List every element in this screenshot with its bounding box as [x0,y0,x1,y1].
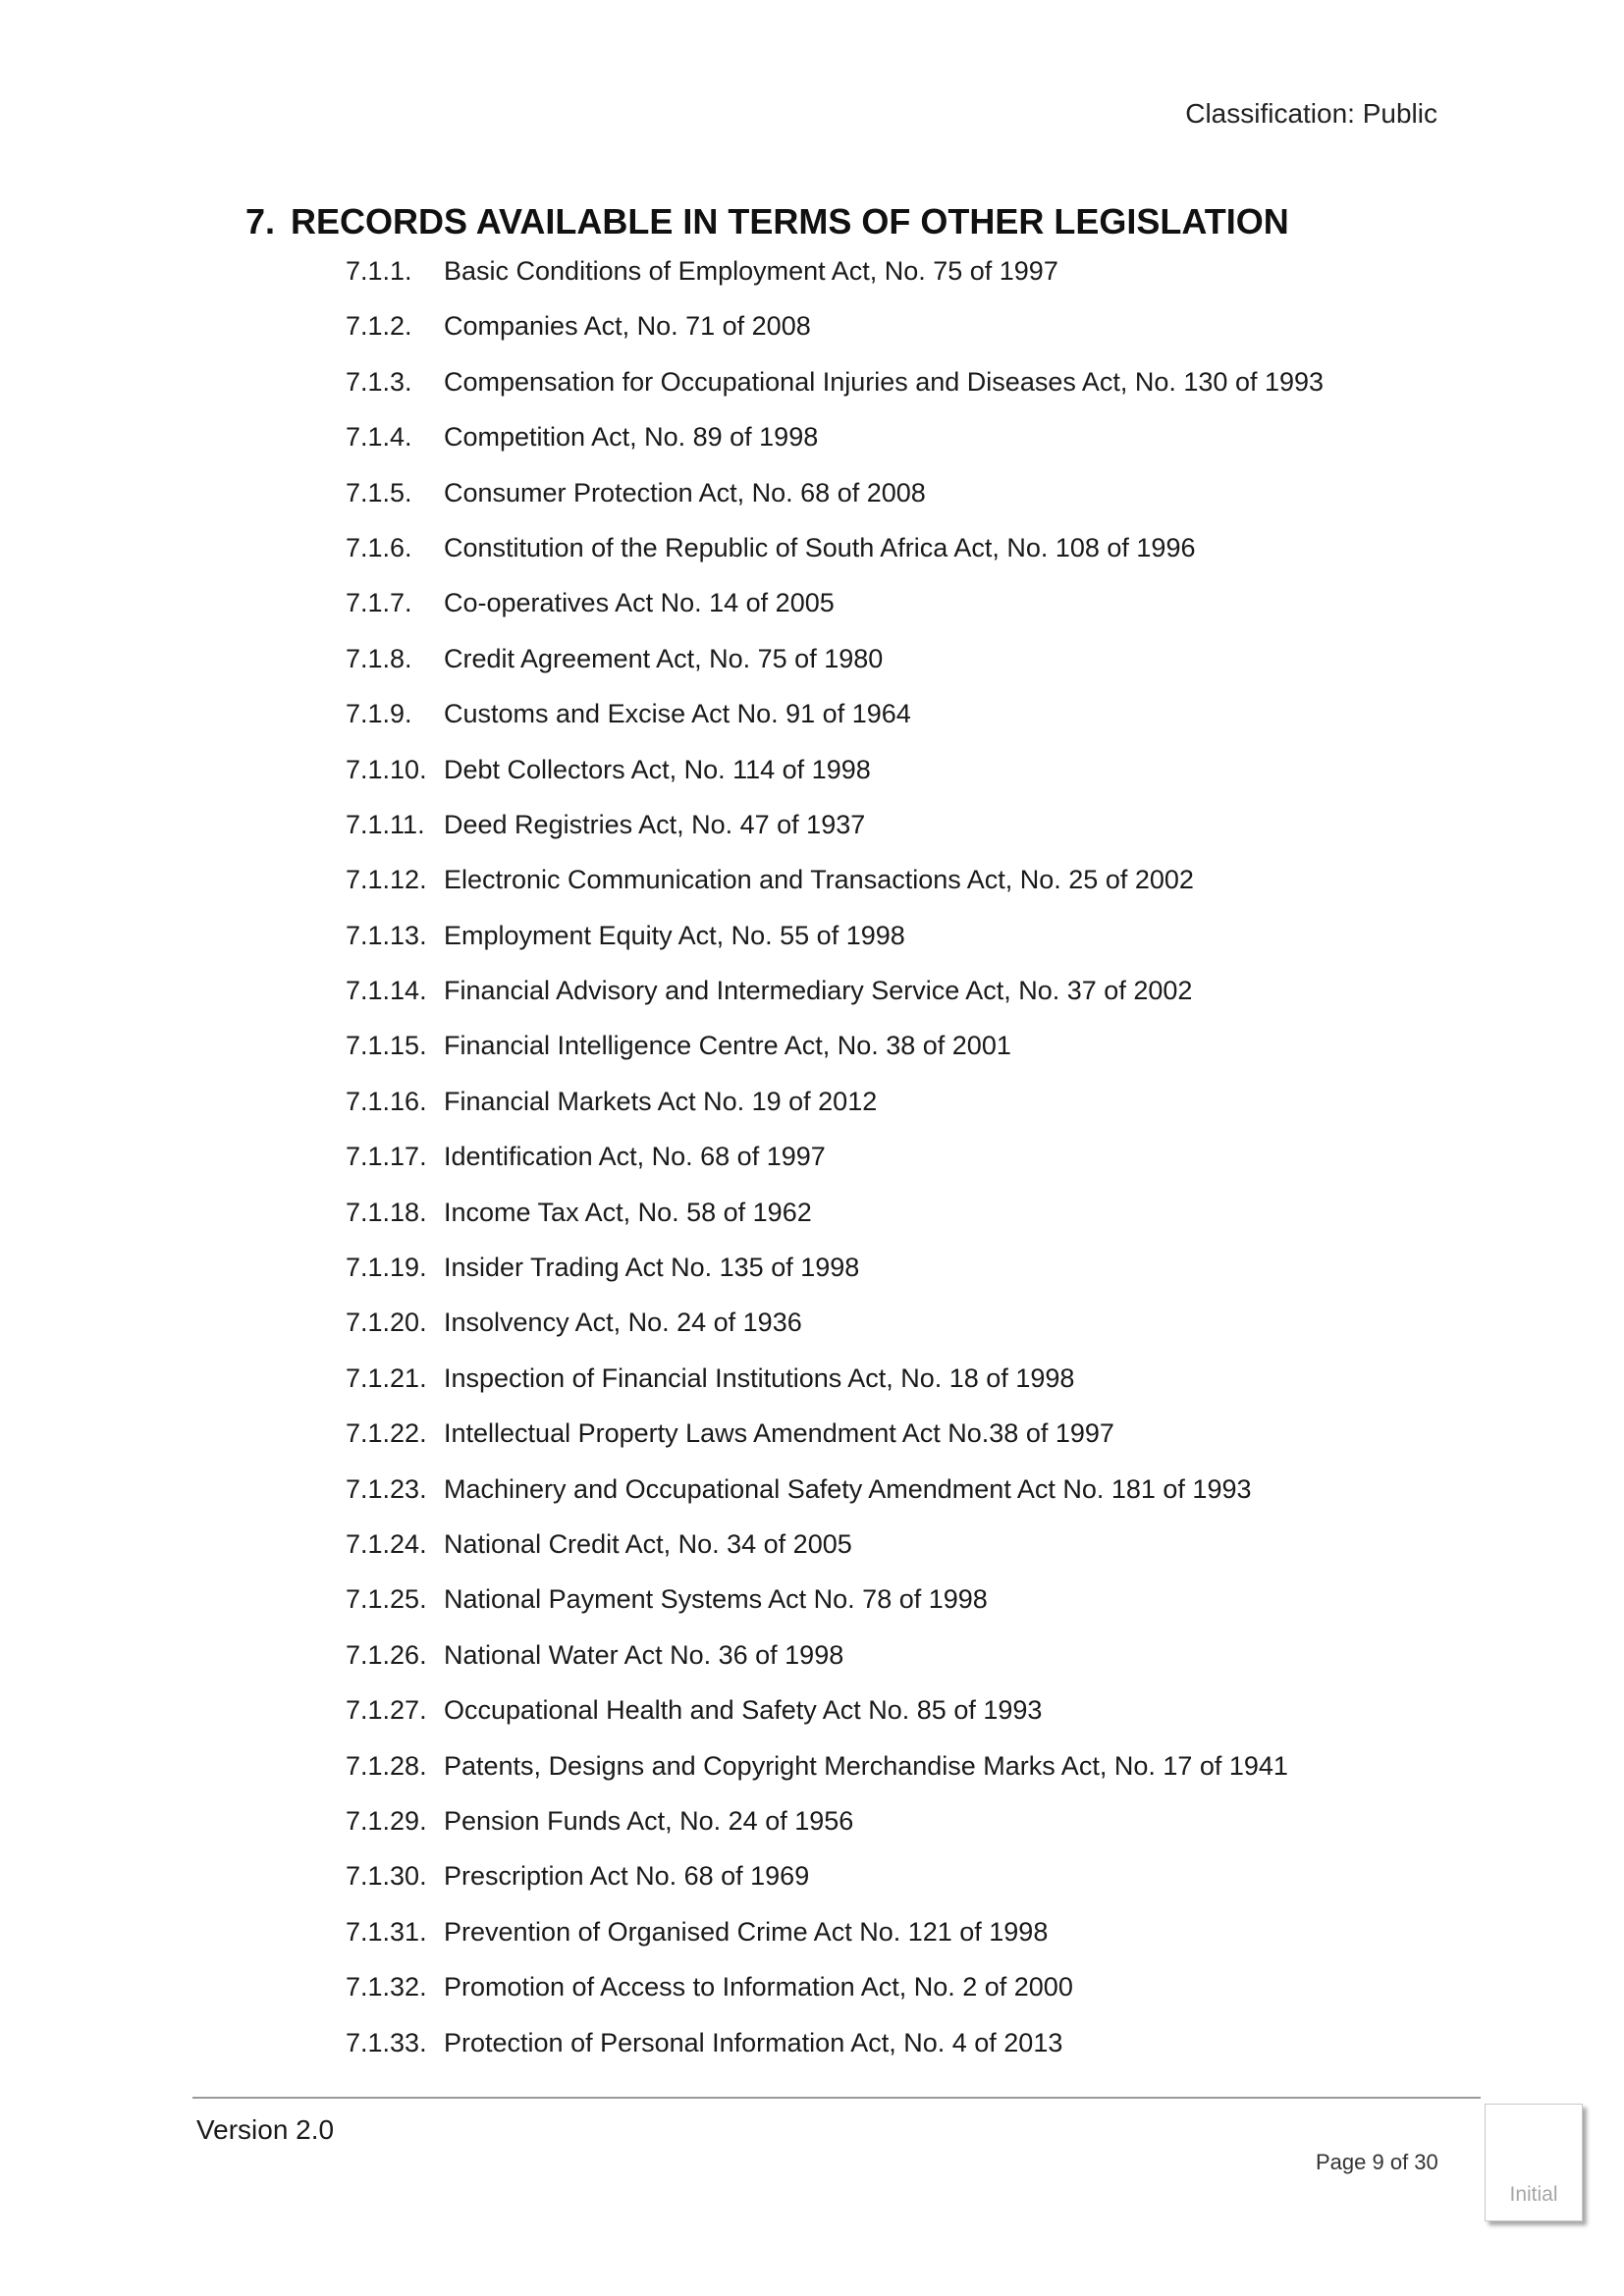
list-item [346,1746,1324,1801]
list-item-number: 7.1.19. [346,1253,427,1283]
list-item-number: 7.1.11. [346,809,425,839]
list-item-number: 7.1.22. [346,1418,427,1449]
list-item-text: Consumer Protection Act, No. 68 of 2008 [444,477,926,507]
records-list [346,251,1324,2078]
list-item [346,1967,1324,2022]
list-item-text: National Credit Act, No. 34 of 2005 [444,1528,852,1559]
list-item-number: 7.1.29. [346,1805,427,1836]
page-number: Page 9 of 30 [1316,2150,1438,2174]
list-item [346,251,1324,306]
list-item-text: Credit Agreement Act, No. 75 of 1980 [444,643,884,673]
list-item [346,971,1324,1026]
list-item-text: Co-operatives Act No. 14 of 2005 [444,588,835,618]
list-item-number: 7.1.9. [346,699,412,729]
list-item-number: 7.1.31. [346,1916,427,1947]
list-item-number: 7.1.6. [346,532,412,562]
list-item-number: 7.1.7. [346,588,412,618]
list-item-text: Intellectual Property Laws Amendment Act No.38 of 1997 [444,1418,1114,1449]
list-item-number: 7.1.23. [346,1473,427,1504]
list-item [346,916,1324,971]
list-item [346,1469,1324,1524]
list-item [346,1635,1324,1690]
initial-box[interactable] [1485,2104,1583,2221]
list-item-text: Compensation for Occupational Injuries and Diseases Act, No. 130 of 1993 [444,366,1325,397]
list-item [346,1137,1324,1192]
footer-divider [192,2097,1481,2099]
list-item [346,805,1324,860]
list-item [346,1524,1324,1579]
list-item [346,750,1324,805]
list-item-number: 7.1.12. [346,865,427,895]
list-item-text: Constitution of the Republic of South Africa Act, No. 108 of 1996 [444,532,1196,562]
section-heading [245,201,1289,242]
list-item-number: 7.1.14. [346,976,427,1006]
list-item-text: Employment Equity Act, No. 55 of 1998 [444,920,905,950]
list-item-text: Promotion of Access to Information Act, No. 2 of 2000 [444,1972,1073,2002]
list-item-text: Financial Markets Act No. 19 of 2012 [444,1086,878,1116]
list-item [346,583,1324,638]
list-item-text: Identification Act, No. 68 of 1997 [444,1142,826,1172]
list-item-text: Insolvency Act, No. 24 of 1936 [444,1308,802,1338]
list-item-number: 7.1.4. [346,422,412,453]
classification-label: Classification: Public [1185,98,1437,129]
list-item [346,1414,1324,1468]
list-item-number: 7.1.24. [346,1528,427,1559]
list-item-text: Pension Funds Act, No. 24 of 1956 [444,1805,854,1836]
list-item-number: 7.1.33. [346,2027,427,2057]
list-item [346,1856,1324,1911]
list-item [346,1579,1324,1634]
list-item-text: Competition Act, No. 89 of 1998 [444,422,819,453]
list-item-number: 7.1.16. [346,1086,427,1116]
list-item-number: 7.1.26. [346,1639,427,1670]
list-item-number: 7.1.30. [346,1861,427,1892]
list-item [346,1801,1324,1856]
list-item-number: 7.1.17. [346,1142,427,1172]
list-item-number: 7.1.13. [346,920,427,950]
list-item [346,417,1324,472]
list-item-text: Electronic Communication and Transactions Act, No. 25 of 2002 [444,865,1194,895]
list-item [346,306,1324,361]
list-item-text: Occupational Health and Safety Act No. 85 of 1993 [444,1695,1043,1726]
list-item [346,1912,1324,1967]
list-item [346,528,1324,583]
section-title: RECORDS AVAILABLE IN TERMS OF OTHER LEGISLATION [291,201,1289,241]
list-item-text: Machinery and Occupational Safety Amendment Act No. 181 of 1993 [444,1473,1252,1504]
list-item-number: 7.1.25. [346,1584,427,1615]
list-item-number: 7.1.15. [346,1031,427,1061]
list-item-number: 7.1.21. [346,1362,427,1393]
list-item-text: Financial Advisory and Intermediary Service Act, No. 37 of 2002 [444,976,1193,1006]
list-item-text: Patents, Designs and Copyright Merchandise Marks Act, No. 17 of 1941 [444,1750,1288,1781]
list-item-number: 7.1.1. [346,256,412,286]
list-item [346,1359,1324,1414]
list-item-text: Basic Conditions of Employment Act, No. 75 of 1997 [444,256,1058,286]
list-item-text: Insider Trading Act No. 135 of 1998 [444,1253,860,1283]
list-item-text: Prescription Act No. 68 of 1969 [444,1861,810,1892]
list-item-number: 7.1.2. [346,311,412,342]
list-item-number: 7.1.28. [346,1750,427,1781]
list-item [346,2023,1324,2078]
list-item-text: National Water Act No. 36 of 1998 [444,1639,844,1670]
list-item-text: Protection of Personal Information Act, No. 4 of 2013 [444,2027,1063,2057]
list-item-number: 7.1.5. [346,477,412,507]
list-item-number: 7.1.18. [346,1197,427,1227]
list-item [346,639,1324,694]
list-item [346,473,1324,528]
list-item [346,1193,1324,1248]
section-number: 7. [245,201,276,241]
list-item [346,860,1324,915]
list-item-text: Debt Collectors Act, No. 114 of 1998 [444,754,871,784]
list-item-text: Inspection of Financial Institutions Act, No. 18 of 1998 [444,1362,1075,1393]
list-item-number: 7.1.8. [346,643,412,673]
list-item [346,362,1324,417]
list-item [346,1026,1324,1081]
list-item [346,1082,1324,1137]
list-item [346,694,1324,749]
list-item-text: Customs and Excise Act No. 91 of 1964 [444,699,911,729]
list-item-text: Deed Registries Act, No. 47 of 1937 [444,809,866,839]
version-label: Version 2.0 [196,2114,335,2145]
list-item-text: National Payment Systems Act No. 78 of 1998 [444,1584,988,1615]
list-item [346,1690,1324,1745]
list-item [346,1248,1324,1303]
initial-label: Initial [1509,2183,1558,2206]
list-item-number: 7.1.20. [346,1308,427,1338]
list-item-text: Companies Act, No. 71 of 2008 [444,311,811,342]
list-item-number: 7.1.3. [346,366,412,397]
list-item-number: 7.1.10. [346,754,427,784]
list-item-number: 7.1.32. [346,1972,427,2002]
list-item-text: Income Tax Act, No. 58 of 1962 [444,1197,812,1227]
list-item [346,1303,1324,1358]
list-item-text: Prevention of Organised Crime Act No. 121 of 1998 [444,1916,1049,1947]
list-item-text: Financial Intelligence Centre Act, No. 38 of 2001 [444,1031,1011,1061]
list-item-number: 7.1.27. [346,1695,427,1726]
